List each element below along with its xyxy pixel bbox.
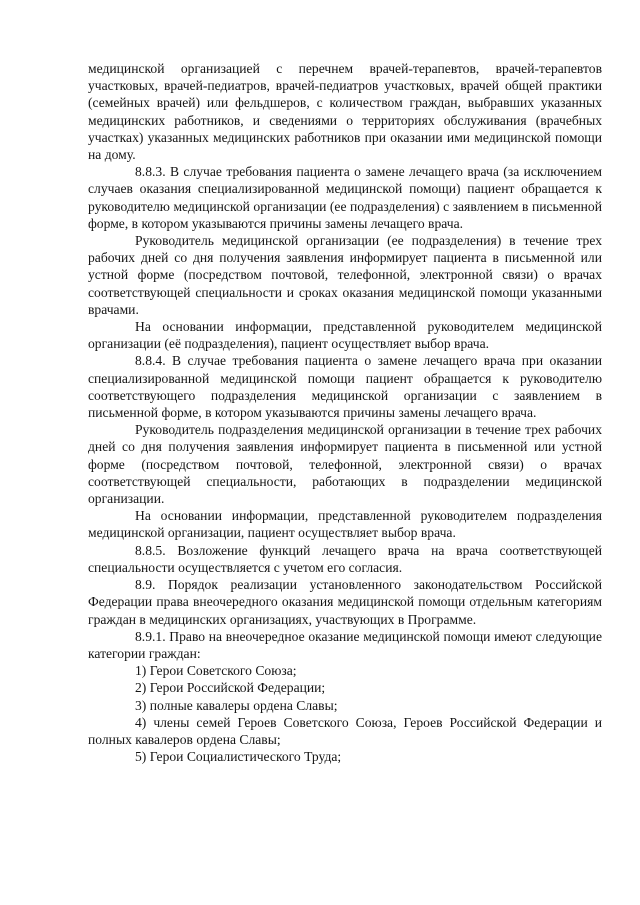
- paragraph-patient-choice: На основании информации, представленной руководителем медицинской организации (её подразделения), пациент осуществляет выбор врача.: [88, 319, 602, 352]
- paragraph-subdivision-patient-choice: На основании информации, представленной руководителем подразделения медицинской организации, пациент осуществляет выбор врача.: [88, 508, 602, 541]
- document-page: [88, 60, 602, 765]
- list-item: 1) Герои Советского Союза;: [135, 663, 297, 679]
- paragraph-8-8-3: 8.8.3. В случае требования пациента о замене лечащего врача (за исключением случаев оказания специализированной медицинской помощи) пациент обращается к руководителю медицинской организации (ее подразделения) с заявлением в письменной форме, в котором указываются причины замены лечащего врача.: [88, 164, 602, 231]
- paragraph-continuation: медицинской организацией с перечнем врачей-терапевтов, врачей-терапевтов участковых, врачей-педиатров, врачей-педиатров участковых, врачей общей практики (семейных врачей) или фельдшеров, с количеством граждан, выбравших указанных медицинских работников, и сведениями о территориях обслуживания (врачебных участках) указанных медицинских работников при оказании ими медицинской помощи на дому.: [88, 61, 602, 163]
- list-item: 2) Герои Российской Федерации;: [135, 680, 326, 696]
- list-item: 5) Герои Социалистического Труда;: [135, 749, 342, 765]
- paragraph-8-8-5: 8.8.5. Возложение функций лечащего врача на врача соответствующей специальности осуществляется с учетом его согласия.: [88, 542, 602, 575]
- list-item: 4) члены семей Героев Советского Союза, Героев Российской Федерации и полных кавалеров ордена Славы;: [88, 714, 602, 747]
- paragraph-subdivision-head-informs: Руководитель подразделения медицинской организации в течение трех рабочих дней со дня получения заявления информирует пациента в письменной или устной форме (посредством почтовой, телефонной, электронной связи) о врачах соответствующей специальности, работающих в подразделении медицинской организации.: [88, 422, 602, 507]
- paragraph-8-8-4: 8.8.4. В случае требования пациента о замене лечащего врача при оказании специализированной медицинской помощи пациент обращается к руководителю соответствующего подразделения медицинской организации с заявлением в письменной форме, в котором указываются причины замены лечащего врача.: [88, 353, 602, 421]
- paragraph-head-informs: Руководитель медицинской организации (ее подразделения) в течение трех рабочих дней со дня получения заявления информирует пациента в письменной или устной форме (посредством почтовой, телефонной, электронной связи) о врачах соответствующей специальности и сроках оказания медицинской помощи указанными врачами.: [88, 233, 602, 317]
- paragraph-8-9: 8.9. Порядок реализации установленного законодательством Российской Федерации права внеочередного оказания медицинской помощи отдельным категориям граждан в медицинских организациях, участвующих в Программе.: [88, 577, 602, 627]
- list-item: 3) полные кавалеры ордена Славы;: [135, 697, 338, 713]
- paragraph-8-9-1: 8.9.1. Право на внеочередное оказание медицинской помощи имеют следующие категории граждан:: [88, 628, 602, 661]
